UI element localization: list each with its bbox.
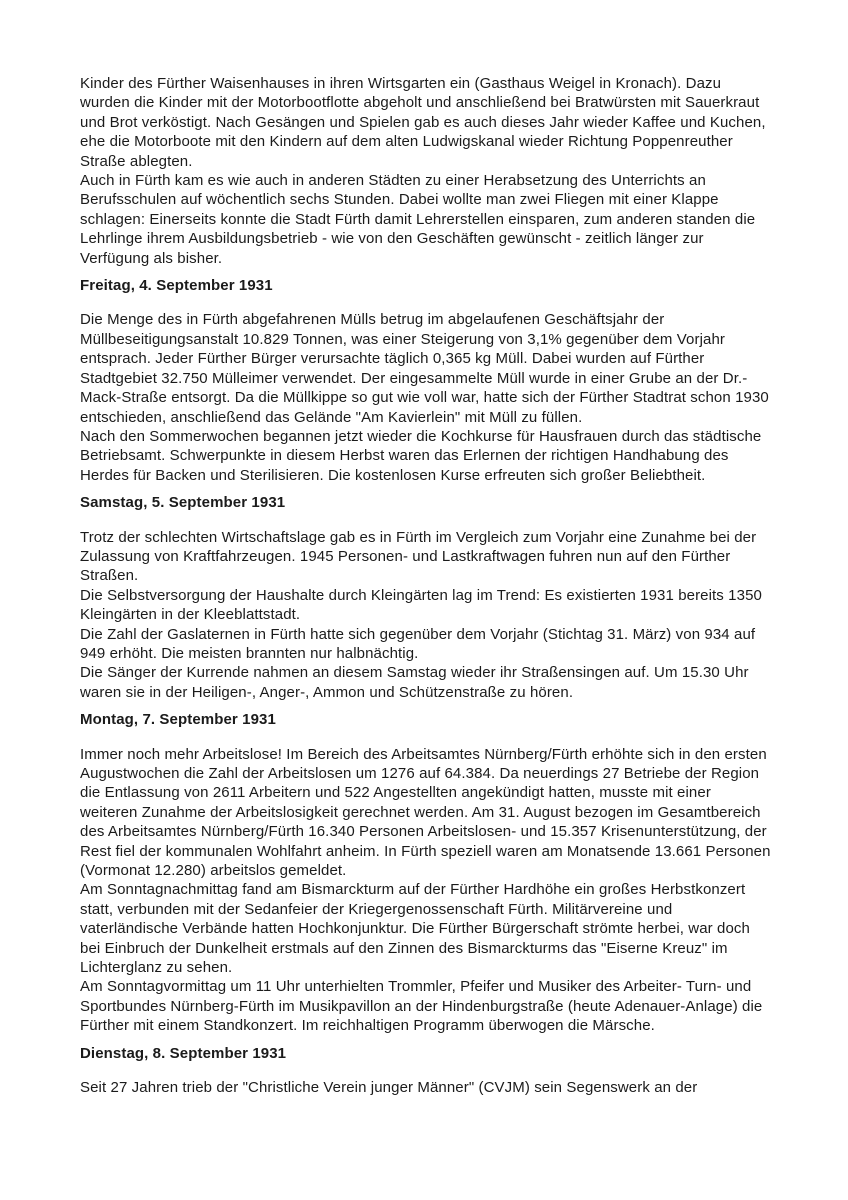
section-heading: Samstag, 5. September 1931 xyxy=(80,494,286,512)
section-heading: Montag, 7. September 1931 xyxy=(80,711,276,729)
paragraph: Auch in Fürth kam es wie auch in anderen Städten zu einer Herabsetzung des Unterrichts an Berufsschulen auf wöchentlich sechs Stunden. Dabei wollte man zwei Fliegen mit einer Klappe schlagen: Einerseits konnte die Stadt Fürth damit Lehrerstellen einsparen, zum anderen standen die Lehrlinge ihrem Ausbildungsbetrieb - wie von den Geschäften gewünscht - zeitlich länger zur Verfügung als bisher. xyxy=(80,172,756,267)
paragraph: Die Sänger der Kurrende nahmen an diesem Samstag wieder ihr Straßensingen auf. Um 15.30 Uhr waren sie in der Heiligen-, Anger-, Ammon und Schützenstraße zu hören. xyxy=(80,664,749,701)
paragraph: Am Sonntagnachmittag fand am Bismarckturm auf der Fürther Hardhöhe ein großes Herbstkonzert statt, verbunden mit der Sedanfeier der Kriegergenossenschaft Fürth. Militärvereine und vaterländische Verbände hatten Hochkonjunktur. Die Fürther Bürgerschaft strömte herbei, war doch bei Einbruch der Dunkelheit erstmals auf den Zinnen des Bismarckturms das "Eiserne Kreuz" im Lichterglanz zu sehen. xyxy=(80,881,750,977)
paragraph: Nach den Sommerwochen begannen jetzt wieder die Kochkurse für Hausfrauen durch das städtische Betriebsamt. Schwerpunkte in diesem Herbst waren das Erlernen der richtigen Handhabung des Herdes für Backen und Sterilisieren. Die kostenlosen Kurse erfreuten sich großer Beliebtheit. xyxy=(80,427,762,484)
paragraph: Immer noch mehr Arbeitslose! Im Bereich des Arbeitsamtes Nürnberg/Fürth erhöhte sich in den ersten Augustwochen die Zahl der Arbeitslosen um 1276 auf 64.384. Da neuerdings 27 Betriebe der Region die Entlassung von 2611 Arbeitern und 522 Angestellten angekündigt hatten, musste mit einer weiteren Zunahme der Arbeitslosigkeit gerechnet werden. Am 31. August bezogen im Gesamtbereich des Arbeitsamtes Nürnberg/Fürth 16.340 Personen Arbeitslosen- und 15.357 Krisenunterstützung, der Rest fiel der kommunalen Wohlfahrt anheim. In Fürth speziell waren am Monatsende 13.661 Personen (Vormonat 12.280) arbeitslos gemeldet. xyxy=(80,745,771,880)
paragraph: Die Selbstversorgung der Haushalte durch Kleingärten lag im Trend: Es existierten 1931 bereits 1350 Kleingärten in der Kleeblattstadt. xyxy=(80,586,762,624)
paragraph: Die Zahl der Gaslaternen in Fürth hatte sich gegenüber dem Vorjahr (Stichtag 31. März) von 934 auf 949 erhöht. Die meisten brannten nur halbnächtig. xyxy=(80,625,756,662)
section-heading: Freitag, 4. September 1931 xyxy=(80,277,273,295)
paragraph: Am Sonntagvormittag um 11 Uhr unterhielten Trommler, Pfeifer und Musiker des Arbeiter- Turn- und Sportbundes Nürnberg-Fürth im Musikpavillon an der Hindenburgstraße (heute Adenauer-Anlage) die Fürther mit einem Standkonzert. Im reichhaltigen Programm überwogen die Märsche. xyxy=(80,978,763,1035)
section-heading: Dienstag, 8. September 1931 xyxy=(80,1044,287,1062)
document-body xyxy=(80,74,772,1098)
paragraph: Die Menge des in Fürth abgefahrenen Mülls betrug im abgelaufenen Geschäftsjahr der Müllbeseitigungsanstalt 10.829 Tonnen, was einer Steigerung von 3,1% gegenüber dem Vorjahr entsprach. Jeder Fürther Bürger verursachte täglich 0,365 kg Müll. Dabei wurden auf Fürther Stadtgebiet 32.750 Mülleimer verwendet. Der eingesammelte Müll wurde in einer Grube an der Dr.-Mack-Straße entsorgt. Da die Müllkippe so gut wie voll war, hatte sich der Fürther Stadtrat schon 1930 entschieden, anschließend das Gelände "Am Kavierlein" mit Müll zu füllen. xyxy=(80,311,769,426)
paragraph: Seit 27 Jahren trieb der "Christliche Verein junger Männer" (CVJM) sein Segenswerk an der xyxy=(80,1079,698,1097)
paragraph: Kinder des Fürther Waisenhauses in ihren Wirtsgarten ein (Gasthaus Weigel in Kronach). Dazu wurden die Kinder mit der Motorbootflotte abgeholt und anschließend bei Bratwürsten mit Sauerkraut und Brot verköstigt. Nach Gesängen und Spielen gab es auch dieses Jahr wieder Kaffee und Kuchen, ehe die Motorboote mit den Kindern auf dem alten Ludwigskanal wieder Richtung Poppenreuther Straße ablegten. xyxy=(80,75,766,170)
paragraph: Trotz der schlechten Wirtschaftslage gab es in Fürth im Vergleich zum Vorjahr eine Zunahme bei der Zulassung von Kraftfahrzeugen. 1945 Personen- und Lastkraftwagen fuhren nun auf den Fürther Straßen. xyxy=(80,528,757,585)
